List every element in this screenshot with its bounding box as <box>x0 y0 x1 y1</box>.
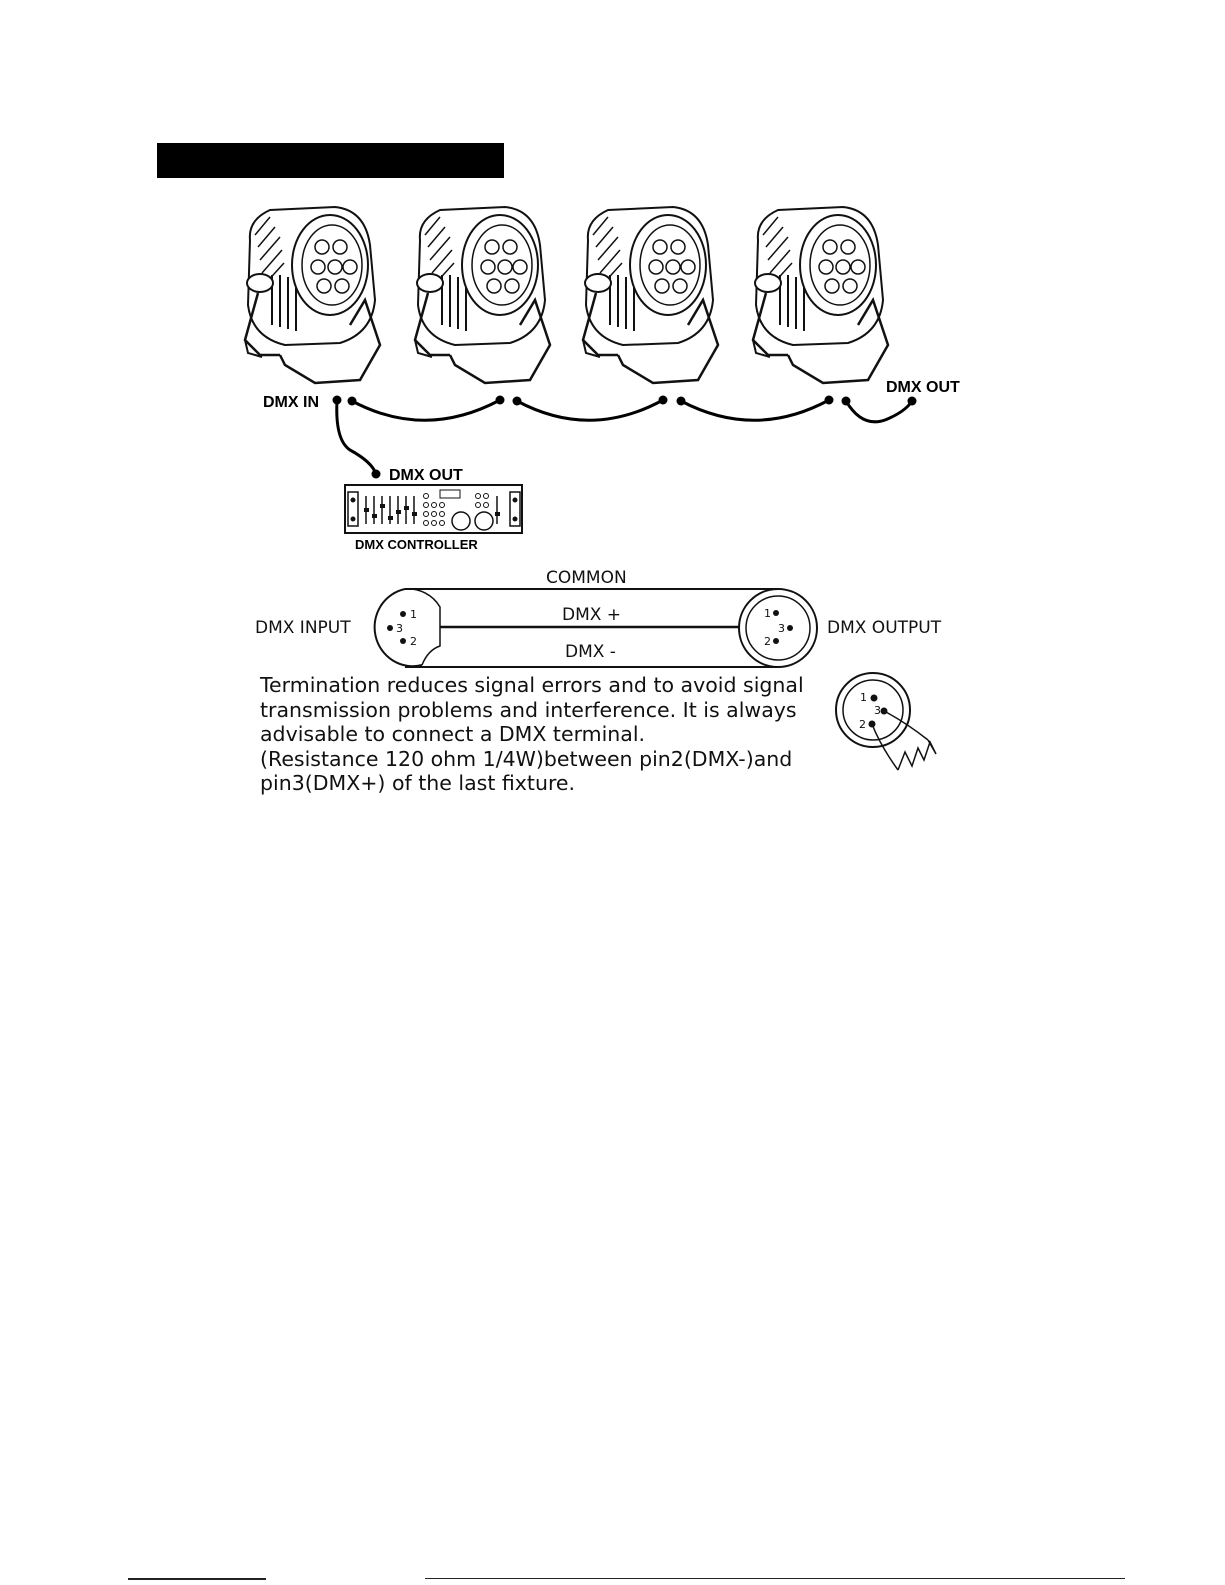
terminator-plug-icon <box>836 673 936 770</box>
termination-note <box>260 673 840 796</box>
terminator-pin-3: 3 <box>874 704 881 717</box>
termination-line: pin3(DMX+) of the last fixture. <box>260 771 576 795</box>
footer-rule-left <box>128 1578 266 1580</box>
fixture-1 <box>245 207 380 383</box>
dmx-minus-label: DMX - <box>565 642 616 662</box>
dmx-out-controller-label: DMX OUT <box>389 467 463 484</box>
input-pin-1: 1 <box>410 608 417 621</box>
fixture-4 <box>753 207 888 383</box>
footer-rule-right <box>425 1578 1125 1579</box>
common-label: COMMON <box>546 568 627 588</box>
dmx-plus-label: DMX + <box>562 605 622 625</box>
termination-line: advisable to connect a DMX terminal. <box>260 722 646 746</box>
termination-line: Termination reduces signal errors and to avoid signal <box>260 673 804 697</box>
output-pin-2: 2 <box>764 635 771 648</box>
output-pin-3: 3 <box>778 622 785 635</box>
dmx-out-chain-label: DMX OUT <box>886 379 960 396</box>
output-pin-1: 1 <box>764 607 771 620</box>
dmx-controller-icon <box>345 485 522 533</box>
fixture-3 <box>583 207 718 383</box>
input-pin-3: 3 <box>396 622 403 635</box>
termination-line: (Resistance 120 ohm 1/4W)between pin2(DMX-)and <box>260 746 793 771</box>
dmx-output-label: DMX OUTPUT <box>827 618 942 638</box>
terminator-pin-2: 2 <box>859 718 866 731</box>
termination-line: transmission problems and interference. It is always <box>260 697 797 722</box>
fixture-2 <box>415 207 550 383</box>
input-pin-2: 2 <box>410 635 417 648</box>
dmx-in-label: DMX IN <box>263 394 319 411</box>
dmx-chain-cables <box>337 400 912 474</box>
dmx-input-label: DMX INPUT <box>255 618 351 638</box>
dmx-controller-label: DMX CONTROLLER <box>355 537 478 552</box>
terminator-pin-1: 1 <box>860 691 867 704</box>
